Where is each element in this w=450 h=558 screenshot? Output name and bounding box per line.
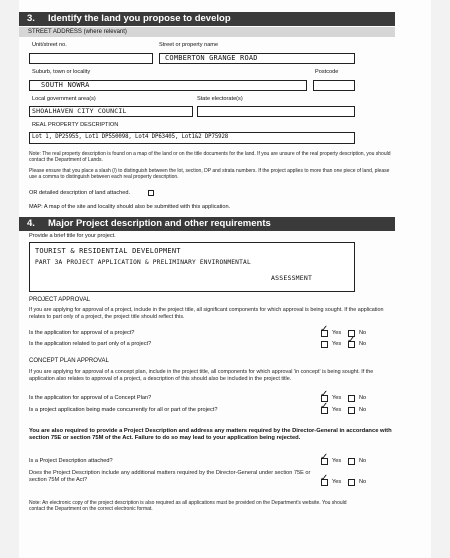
unit-field[interactable] — [29, 53, 153, 64]
electronic-copy-note: Note: An electronic copy of the project description is also required as all applications must be provided on the Department's website. You should contact the Department on the correct electronic format. — [29, 500, 347, 513]
pd-q2-no-checkbox[interactable] — [348, 479, 355, 486]
no-label: No — [359, 330, 367, 336]
section-3-header — [19, 12, 395, 26]
project-title-line-3: ASSESSMENT — [271, 274, 313, 282]
pd-q1-no-checkbox[interactable] — [348, 458, 355, 465]
no-label: No — [359, 341, 367, 347]
cp-q2-yes-tick: ✓ — [320, 401, 329, 412]
cp-question-2: Is a project application being made concurrently for all or part of the project? — [29, 407, 218, 413]
project-approval-text: If you are applying for approval of a project, include in the project title, all significant components for which approval is being sought. If the application relates to part only of a project, the project title should reflect this. — [29, 307, 384, 320]
detailed-description-checkbox[interactable] — [148, 190, 154, 196]
yes-label: Yes — [332, 458, 342, 464]
street-value: COMBERTON GRANGE ROAD — [165, 54, 258, 62]
brief-title-label: Provide a brief title for your project. — [29, 233, 116, 239]
pd-q1-yes-tick: ✓ — [320, 452, 329, 463]
section-4-header — [19, 217, 395, 231]
yes-label: Yes — [332, 395, 342, 401]
postcode-field[interactable] — [313, 80, 355, 91]
postcode-label: Postcode — [315, 69, 339, 75]
pa-question-2: Is the application related to part only of a project? — [29, 341, 152, 347]
section-number: 4. — [27, 218, 35, 229]
cp-q1-no-checkbox[interactable] — [348, 395, 355, 402]
concept-plan-text: If you are applying for approval of a concept plan, include in the project title, all components for which approval 'in concept' is being sought. If the application also relates to approval of a project, a description of this should also be included in the project title. — [29, 369, 374, 382]
yes-label: Yes — [332, 407, 342, 413]
pd-question-2: Does the Project Description include any additional matters required by the Director-General under section 75E or section 75M of the Act? — [29, 470, 311, 483]
project-title-line-1: TOURIST & RESIDENTIAL DEVELOPMENT — [35, 247, 181, 255]
pd-question-1: Is a Project Description attached? — [29, 458, 113, 464]
yes-label: Yes — [332, 330, 342, 336]
map-note: MAP: A map of the site and locality should also be submitted with this application. — [29, 204, 231, 210]
section-title: Major Project description and other requirements — [48, 218, 271, 229]
electorate-field[interactable] — [197, 106, 355, 117]
no-label: No — [359, 395, 367, 401]
suburb-value: SOUTH NOWRA — [41, 81, 90, 89]
street-address-subheader — [19, 27, 395, 37]
rpd-label: REAL PROPERTY DESCRIPTION — [32, 122, 119, 128]
pa-q2-no-tick: ✓ — [347, 335, 356, 346]
cp-question-1: Is the application for approval of a Concept Plan? — [29, 395, 152, 401]
pa-q1-yes-tick: ✓ — [320, 324, 329, 335]
street-address-label: STREET ADDRESS (where relevant) — [28, 29, 127, 35]
rpd-instructions: Please ensure that you place a slash (/) to distinguish between the lot, section, DP and strata numbers. If the project applies to more than one piece of land, please use a comma to distinguish between each real property description. — [29, 168, 390, 181]
lga-value: SHOALHAVEN CITY COUNCIL — [32, 107, 127, 115]
suburb-label: Suburb, town or locality — [32, 69, 91, 75]
cp-q2-no-checkbox[interactable] — [348, 407, 355, 414]
yes-label: Yes — [332, 341, 342, 347]
section-number: 3. — [27, 13, 35, 24]
concept-plan-heading: CONCEPT PLAN APPROVAL — [29, 358, 109, 364]
project-title-line-2: PART 3A PROJECT APPLICATION & PRELIMINARY ENVIRONMENTAL — [35, 259, 251, 266]
lga-label: Local government area(s) — [32, 96, 96, 102]
cp-q1-yes-tick: ✓ — [320, 389, 329, 400]
pd-q2-yes-tick: ✓ — [320, 473, 329, 484]
street-label: Street or property name — [159, 42, 219, 48]
no-label: No — [359, 458, 367, 464]
pa-question-1: Is the application for approval of a project? — [29, 330, 135, 336]
unit-label: Unit/street no. — [32, 42, 67, 48]
pa-q2-yes-checkbox[interactable] — [321, 341, 328, 348]
rpd-value: Lot 1, DP25955, Lot1 DP550098, Lot4 DP63405, Lot1&2 DP75928 — [32, 134, 229, 140]
rpd-note: Note: The real property description is found on a map of the land or on the title documents for the land. If you are unsure of the real property description, you should contact the Department of Lands. — [29, 151, 391, 164]
yes-label: Yes — [332, 479, 342, 485]
detailed-description-label: OR detailed description of land attached. — [29, 190, 131, 196]
no-label: No — [359, 479, 367, 485]
section-title: Identify the land you propose to develop — [48, 13, 231, 24]
project-description-requirement: You are also required to provide a Project Description and address any matters required by the Director-General in accordance with section 75E or section 75M of the Act. Failure to do so may lead to your application being rejected. — [29, 428, 392, 441]
no-label: No — [359, 407, 367, 413]
project-approval-heading: PROJECT APPROVAL — [29, 297, 91, 303]
electorate-label: State electorate(s) — [197, 96, 243, 102]
application-form-page — [19, 0, 431, 558]
